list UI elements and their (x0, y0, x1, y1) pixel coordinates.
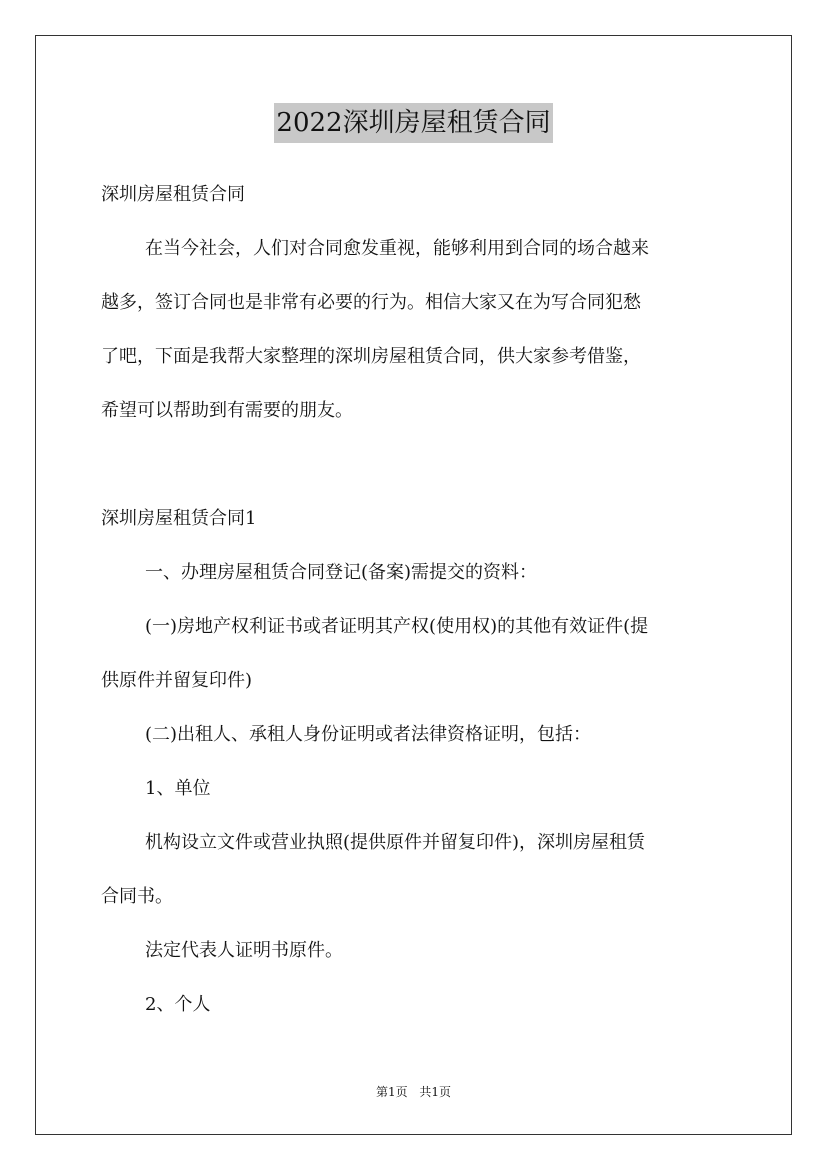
title-container (0, 103, 827, 143)
body-line: 了吧，下面是我帮大家整理的深圳房屋租赁合同，供大家参考借鉴， (101, 346, 641, 367)
body-line: 机构设立文件或营业执照(提供原件并留复印件)，深圳房屋租赁 (145, 832, 646, 853)
body-line: 希望可以帮助到有需要的朋友。 (101, 400, 353, 421)
body-line: 1、单位 (145, 778, 211, 799)
body-line: 一、办理房屋租赁合同登记(备案)需提交的资料： (145, 562, 538, 583)
body-line: 法定代表人证明书原件。 (145, 940, 343, 961)
section-heading: 深圳房屋租赁合同1 (101, 508, 257, 529)
body-line: 在当今社会，人们对合同愈发重视，能够利用到合同的场合越来 (145, 238, 649, 259)
body-line: (一)房地产权利证书或者证明其产权(使用权)的其他有效证件(提 (145, 616, 649, 637)
body-line: 2、个人 (145, 994, 211, 1015)
body-line: 合同书。 (101, 886, 173, 907)
document-title: 2022深圳房屋租赁合同 (274, 103, 552, 143)
body-line: 供原件并留复印件) (101, 670, 253, 691)
body-line: 越多，签订合同也是非常有必要的行为。相信大家又在为写合同犯愁 (101, 292, 641, 313)
body-line: 深圳房屋租赁合同 (101, 184, 245, 205)
page-footer (0, 1083, 827, 1100)
page-number: 第1页 (375, 1085, 408, 1099)
page-total: 共1页 (419, 1085, 452, 1099)
body-line: (二)出租人、承租人身份证明或者法律资格证明，包括： (145, 724, 592, 745)
